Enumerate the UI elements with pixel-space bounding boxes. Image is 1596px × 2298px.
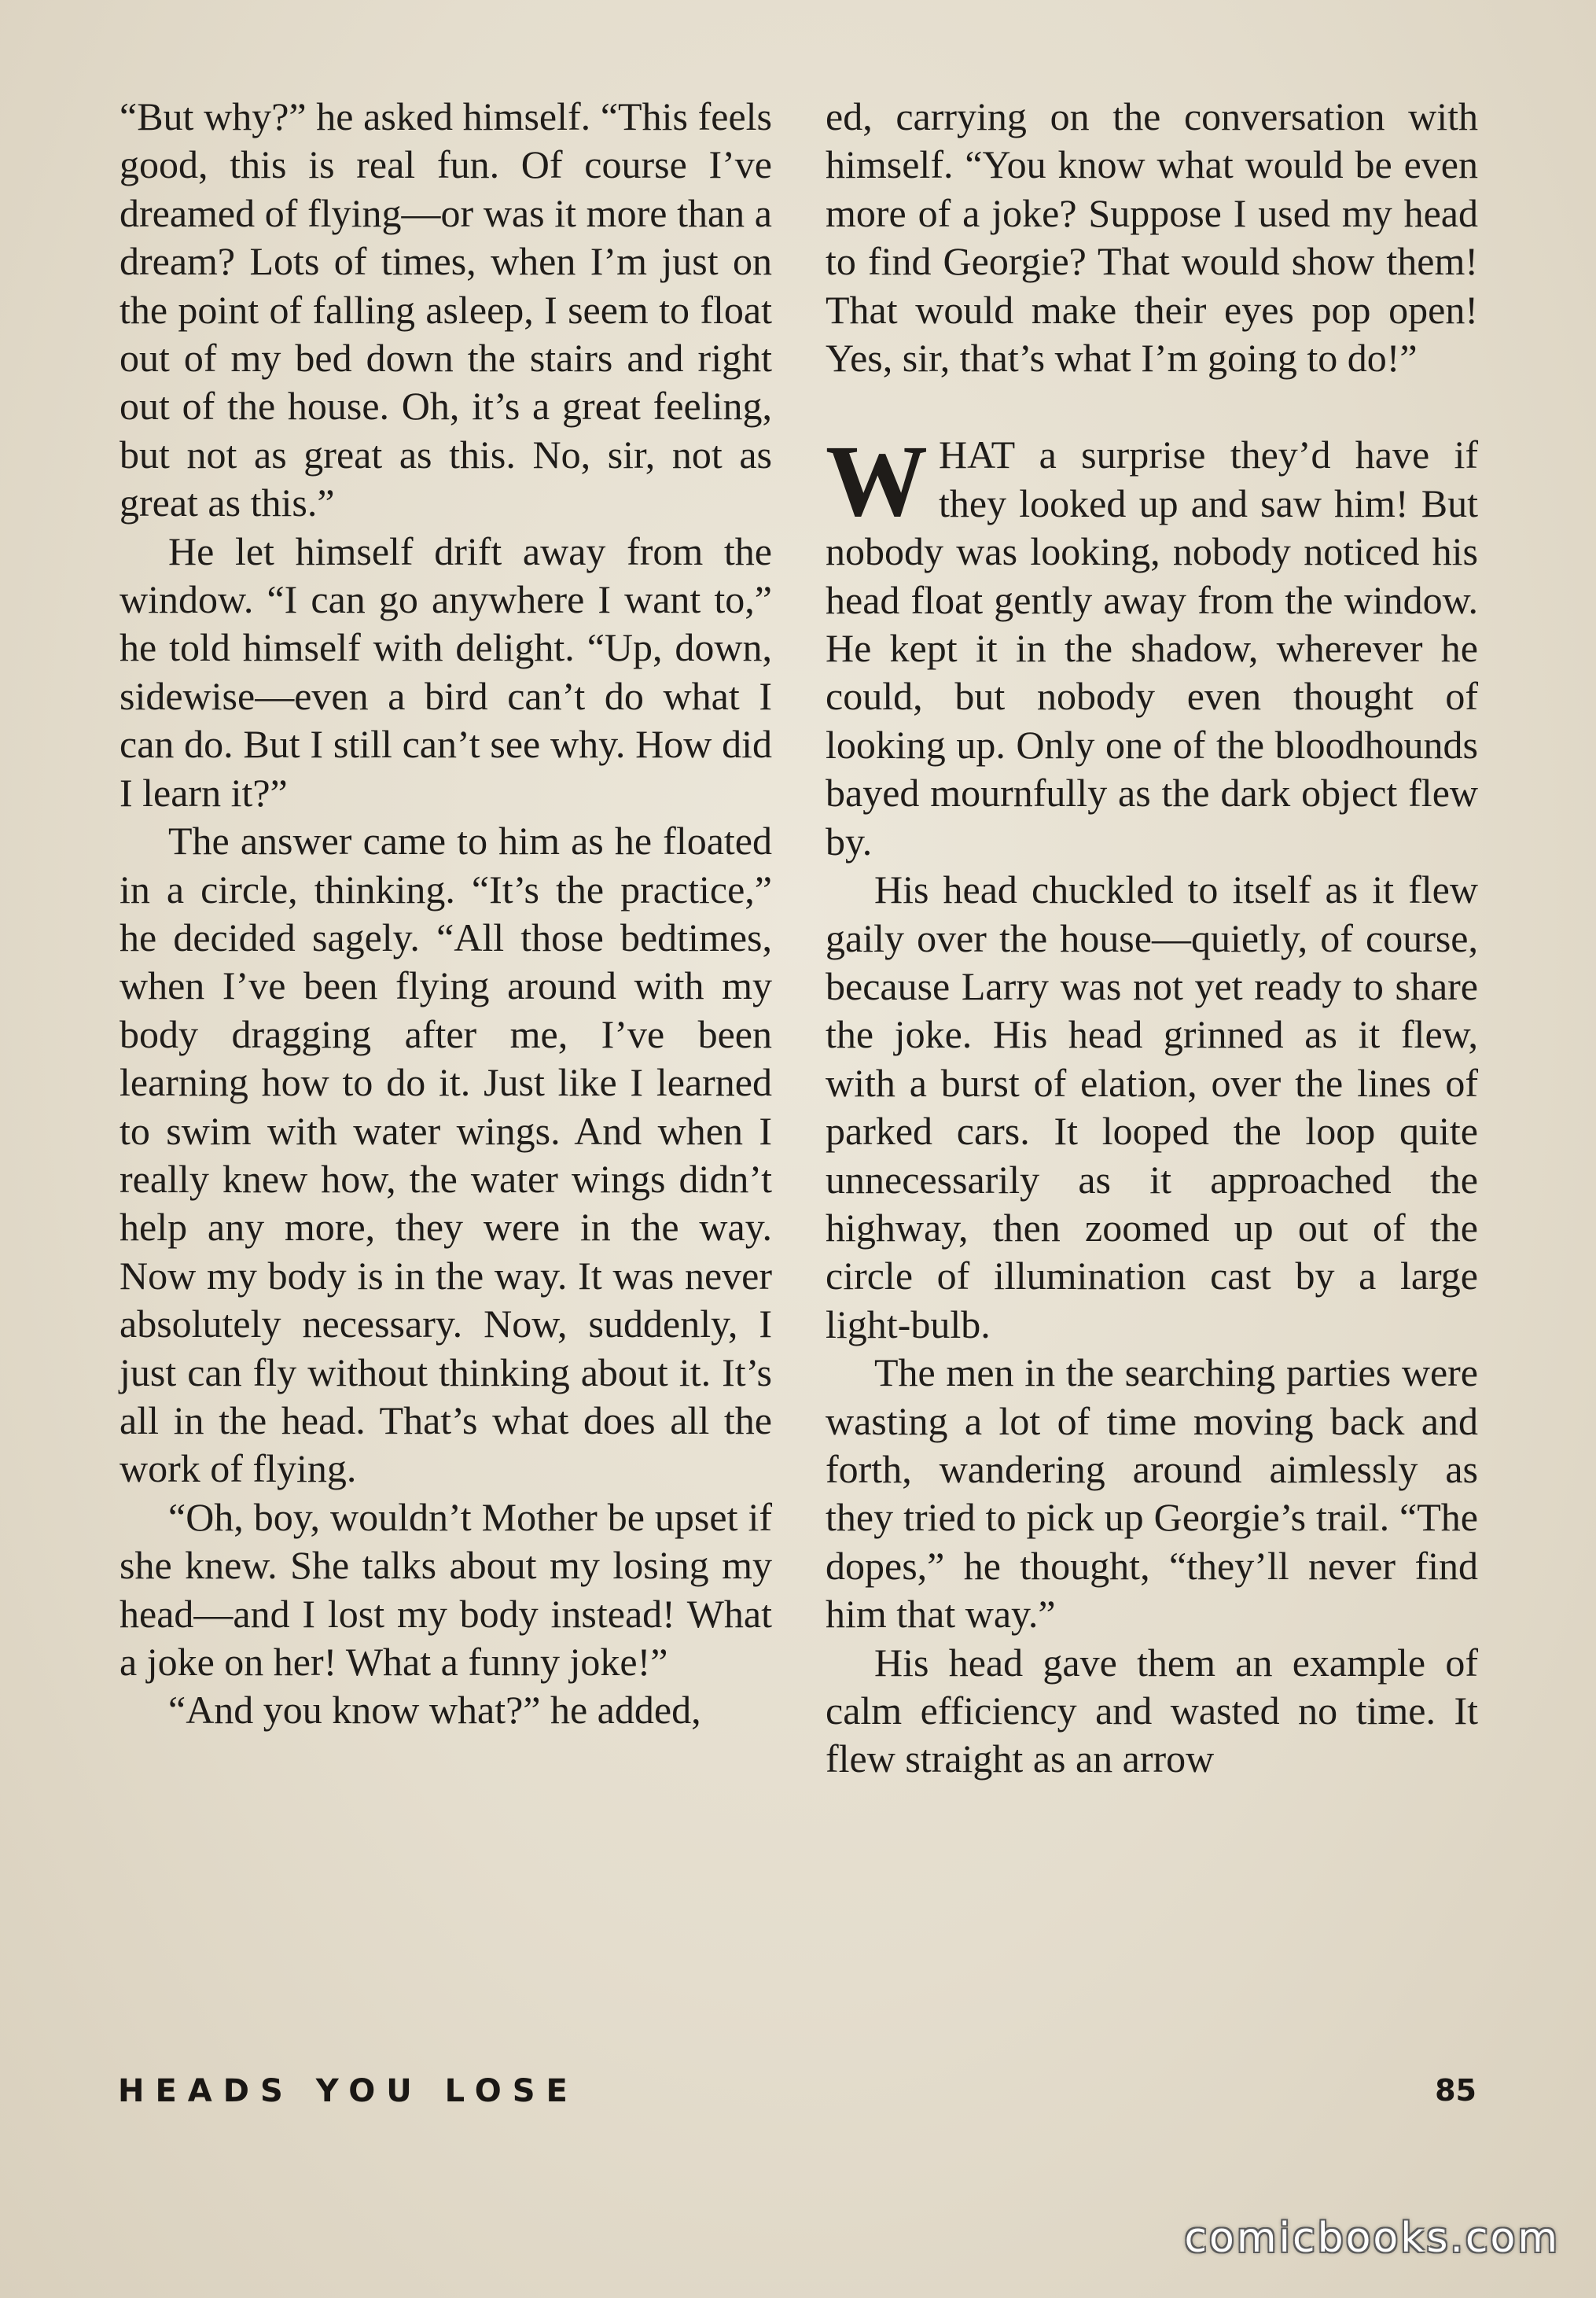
watermark: comicbooks.com bbox=[1184, 2215, 1560, 2262]
paragraph: His head gave them an example of calm efficiency and wasted no time. It flew straight as an arrow bbox=[826, 1640, 1478, 1781]
left-text-column bbox=[120, 93, 772, 1735]
section-opening-text: HAT a surprise they’d have if they looked up and saw him! But nobody was looking, nobody noticed his head float gently away from the window. He kept it in the shadow, wherever he could, but nobody even thought of looking up. Only one of the bloodhounds bayed mournfully as the dark object flew by. bbox=[826, 433, 1478, 864]
paragraph: The answer came to him as he floated in a circle, thinking. “It’s the practice,” he decided sagely. “All those bedtimes, when I’ve been flying around with my body dragging after me, I’ve been learning how to do it. Just like I learned to swim with water wings. And when I really knew how, the water wings didn’t help any more, they were in the way. Now my body is in the way. It was never absolutely necessary. Now, suddenly, I just can fly without thinking about it. It’s all in the head. That’s what does all the work of flying. bbox=[120, 819, 772, 1491]
page-number: 85 bbox=[1435, 2073, 1476, 2108]
paragraph: His head chuckled to itself as it flew gaily over the house—quietly, of course, because Larry was not yet ready to share the joke. His head grinned as it flew, with a burst of elation, over the lines of parked cars. It looped the loop quite unnecessarily as it approached the highway, then zoomed up out of the circle of illumination cast by a large light-bulb. bbox=[826, 867, 1478, 1346]
paragraph: “Oh, boy, wouldn’t Mother be upset if she knew. She talks about my losing my head—and I lost my body instead! What a joke on her! What a funny joke!” bbox=[120, 1494, 772, 1684]
paragraph: “But why?” he asked himself. “This feels good, this is real fun. Of course I’ve dreamed of flying—or was it more than a dream? Lots of times, when I’m just on the point of falling asleep, I seem to float out of my bed down the stairs and right out of the house. Oh, it’s a great feeling, but not as great as this. No, sir, not as great as this.” bbox=[120, 94, 772, 525]
right-text-column bbox=[826, 93, 1478, 1784]
paragraph: He let himself drift away from the window. “I can go anywhere I want to,” he told himself with delight. “Up, down, sidewise—even a bird can’t do what I can do. But I still can’t see why. How did I learn it?” bbox=[120, 528, 772, 815]
running-title: HEADS YOU LOSE bbox=[118, 2073, 579, 2109]
section-opening-paragraph bbox=[826, 425, 1478, 866]
drop-cap: W bbox=[826, 425, 928, 539]
paragraph: The men in the searching parties were wasting a lot of time moving back and forth, wandering around aimlessly as they tried to pick up Georgie’s trail. “The dopes,” he thought, “they’ll never find him that way.” bbox=[826, 1350, 1478, 1637]
paragraph: “And you know what?” he added, bbox=[168, 1688, 701, 1733]
paragraph-continuation: ed, carrying on the conversation with himself. “You know what would be even more of a joke? Suppose I used my head to find Georgie? That would show them! That would make their eyes pop open! Yes, sir, that’s what I’m going to do!” bbox=[826, 94, 1478, 381]
